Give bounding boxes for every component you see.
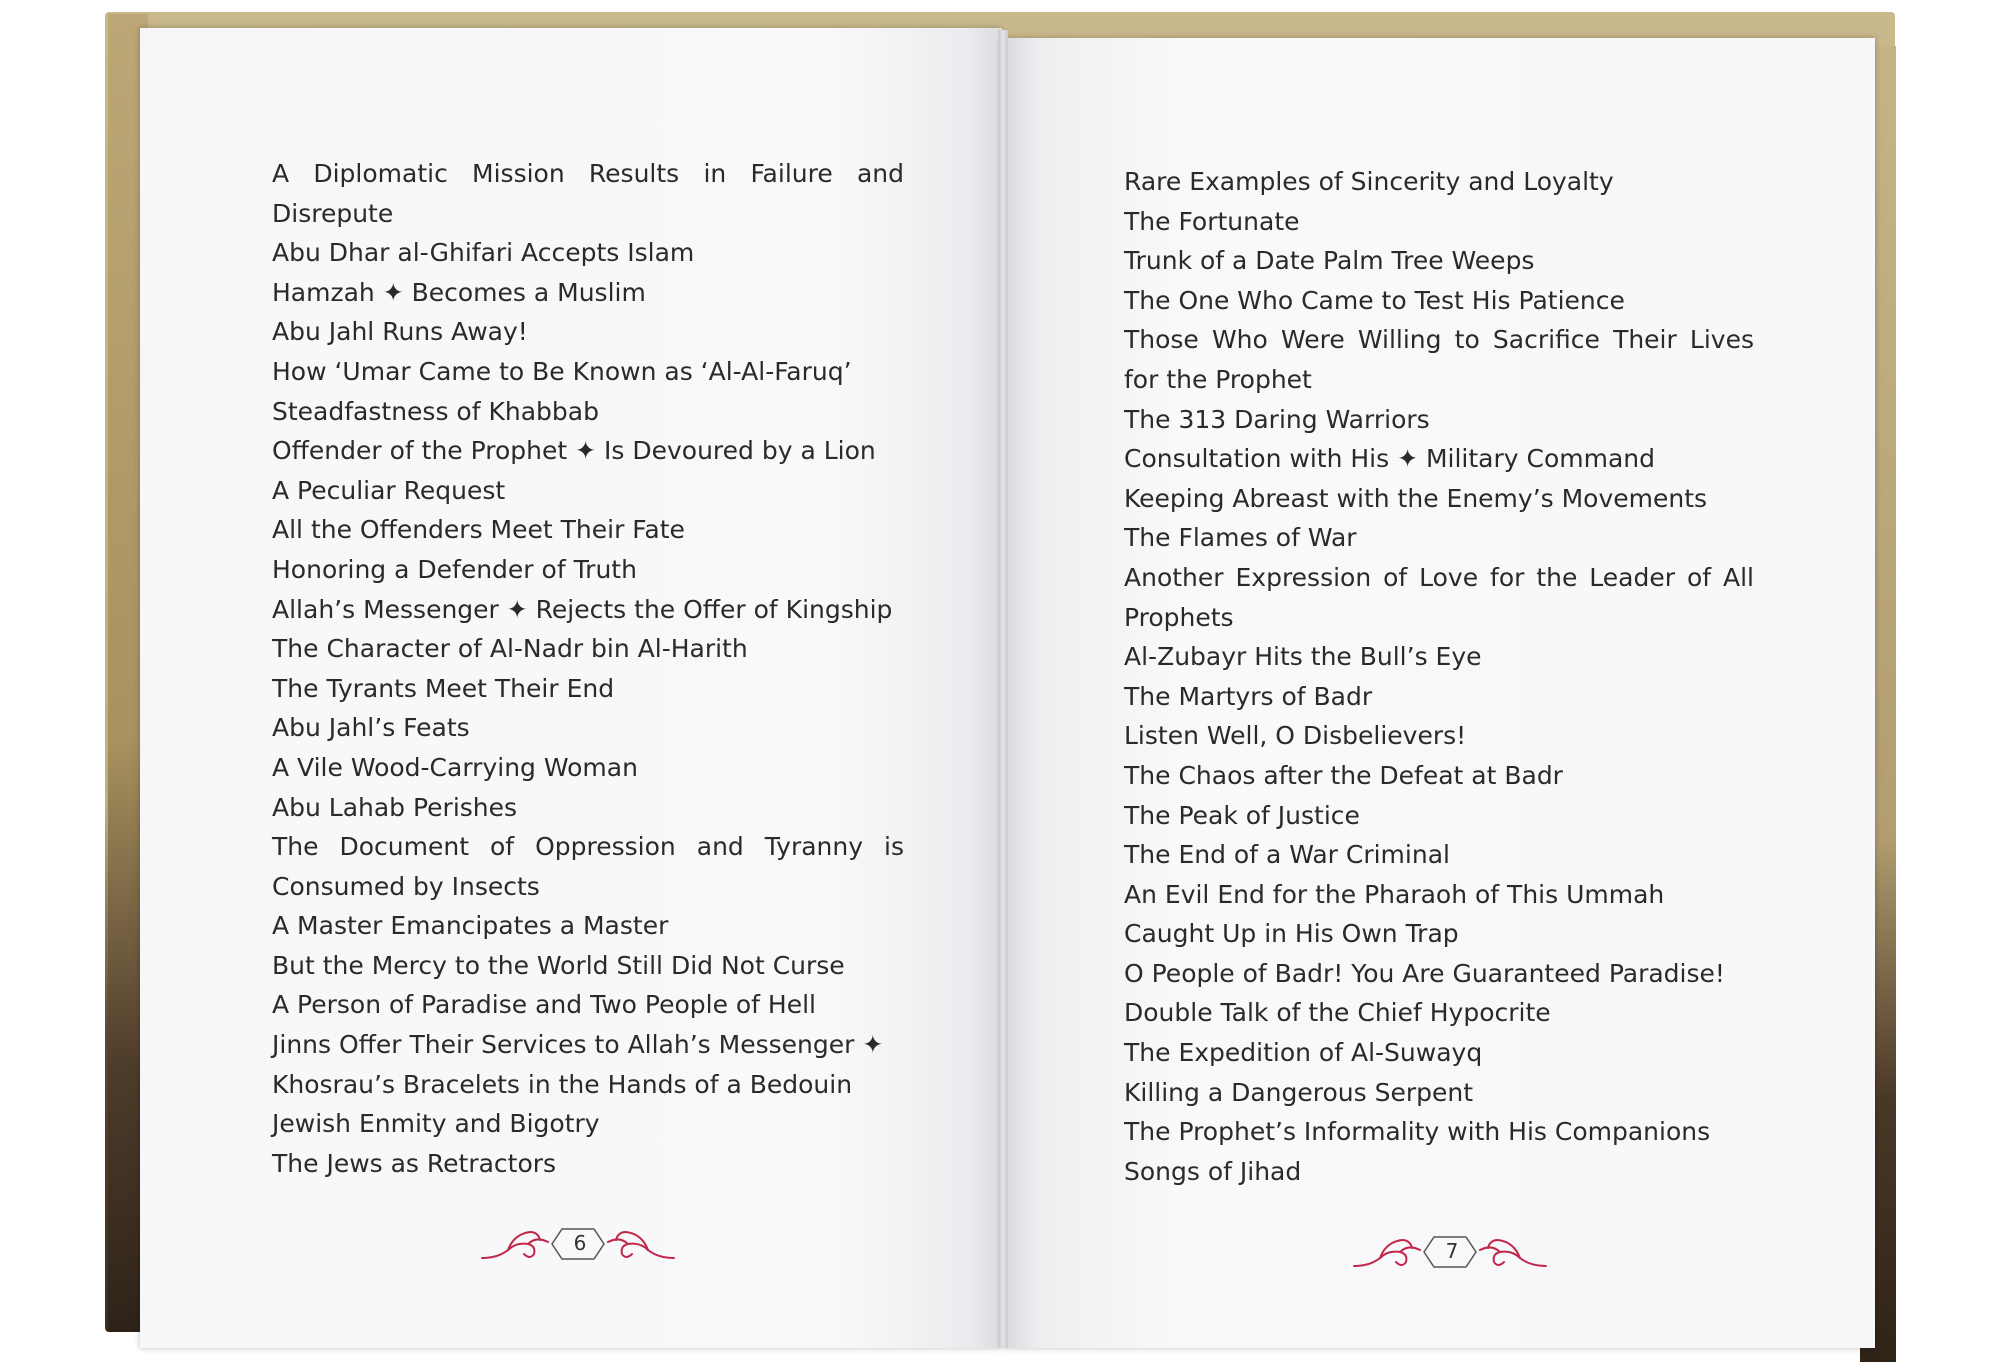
toc-entry: Steadfastness of Khabbab xyxy=(272,396,599,426)
toc-entry: Abu Lahab Perishes xyxy=(272,792,518,822)
toc-entry: O People of Badr! You Are Guaranteed Paradise! xyxy=(1124,958,1725,988)
toc-entry: The Fortunate xyxy=(1124,206,1300,236)
toc-list-right xyxy=(1124,162,1754,1191)
page-number-footer-right xyxy=(1350,1230,1550,1274)
toc-entry: Keeping Abreast with the Enemy’s Movements xyxy=(1124,483,1708,513)
toc-entry: Offender of the Prophet ✦ Is Devoured by a Lion xyxy=(272,436,876,466)
page-number-footer-left xyxy=(478,1222,678,1266)
toc-entry: Double Talk of the Chief Hypocrite xyxy=(1124,998,1551,1028)
book-gutter xyxy=(998,30,1008,1348)
toc-entry: Another Expression of Love for the Leader of All Prophets xyxy=(1124,562,1754,632)
toc-entry: The Document of Oppression and Tyranny is Consumed by Insects xyxy=(272,832,904,901)
toc-entry: A Vile Wood-Carrying Woman xyxy=(272,752,638,782)
toc-entry: The Prophet’s Informality with His Companions xyxy=(1124,1117,1711,1147)
toc-entry: The Expedition of Al-Suwayq xyxy=(1124,1038,1483,1068)
toc-entry: The Character of Al-Nadr bin Al-Harith xyxy=(272,634,748,664)
toc-entry: Killing a Dangerous Serpent xyxy=(1124,1077,1474,1107)
toc-entry: Jinns Offer Their Services to Allah’s Messenger ✦ xyxy=(272,1030,884,1060)
page-number: 6 xyxy=(573,1231,587,1255)
toc-entry: The Tyrants Meet Their End xyxy=(272,673,615,703)
toc-entry: The Peak of Justice xyxy=(1124,800,1360,830)
toc-entry: Rare Examples of Sincerity and Loyalty xyxy=(1124,167,1614,196)
toc-entry: Listen Well, O Disbelievers! xyxy=(1124,721,1467,751)
toc-entry: A Master Emancipates a Master xyxy=(272,911,669,941)
toc-entry: Hamzah ✦ Becomes a Muslim xyxy=(272,277,646,307)
toc-entry: Abu Dhar al-Ghifari Accepts Islam xyxy=(272,238,695,268)
toc-entry: Trunk of a Date Palm Tree Weeps xyxy=(1124,246,1535,276)
toc-entry: How ‘Umar Came to Be Known as ‘Al-Al-Faruq’ xyxy=(272,356,852,386)
toc-entry: Consultation with His ✦ Military Command xyxy=(1124,444,1656,474)
toc-entry: But the Mercy to the World Still Did Not Curse xyxy=(272,950,845,980)
toc-entry: Jewish Enmity and Bigotry xyxy=(272,1109,600,1139)
toc-entry: Caught Up in His Own Trap xyxy=(1124,919,1459,949)
toc-entry: Honoring a Defender of Truth xyxy=(272,554,637,584)
toc-entry: Al-Zubayr Hits the Bull’s Eye xyxy=(1124,642,1482,672)
toc-entry: The Martyrs of Badr xyxy=(1124,681,1373,711)
toc-entry: An Evil End for the Pharaoh of This Ummah xyxy=(1124,879,1665,909)
toc-entry: Khosrau’s Bracelets in the Hands of a Bedouin xyxy=(272,1069,853,1099)
toc-entry: The Chaos after the Defeat at Badr xyxy=(1124,760,1563,790)
toc-entry: Songs of Jihad xyxy=(1124,1156,1302,1186)
toc-entry: All the Offenders Meet Their Fate xyxy=(272,515,685,545)
toc-entry: The Jews as Retractors xyxy=(272,1148,557,1178)
toc-entry: Those Who Were Willing to Sacrifice Their Lives for the Prophet xyxy=(1124,325,1754,394)
toc-entry: The 313 Daring Warriors xyxy=(1124,404,1430,434)
toc-entry: A Person of Paradise and Two People of Hell xyxy=(272,990,817,1020)
toc-entry: A Diplomatic Mission Results in Failure and Disrepute xyxy=(272,159,904,228)
toc-entry: The Flames of War xyxy=(1124,523,1357,553)
toc-entry: Abu Jahl Runs Away! xyxy=(272,317,528,347)
toc-entry: Abu Jahl’s Feats xyxy=(272,713,470,743)
toc-entry: A Peculiar Request xyxy=(272,475,506,505)
toc-list-left xyxy=(272,154,904,1183)
page-number: 7 xyxy=(1445,1239,1459,1263)
toc-entry: Allah’s Messenger ✦ Rejects the Offer of Kingship xyxy=(272,594,893,624)
toc-entry: The One Who Came to Test His Patience xyxy=(1124,285,1625,315)
toc-entry: The End of a War Criminal xyxy=(1124,840,1450,870)
